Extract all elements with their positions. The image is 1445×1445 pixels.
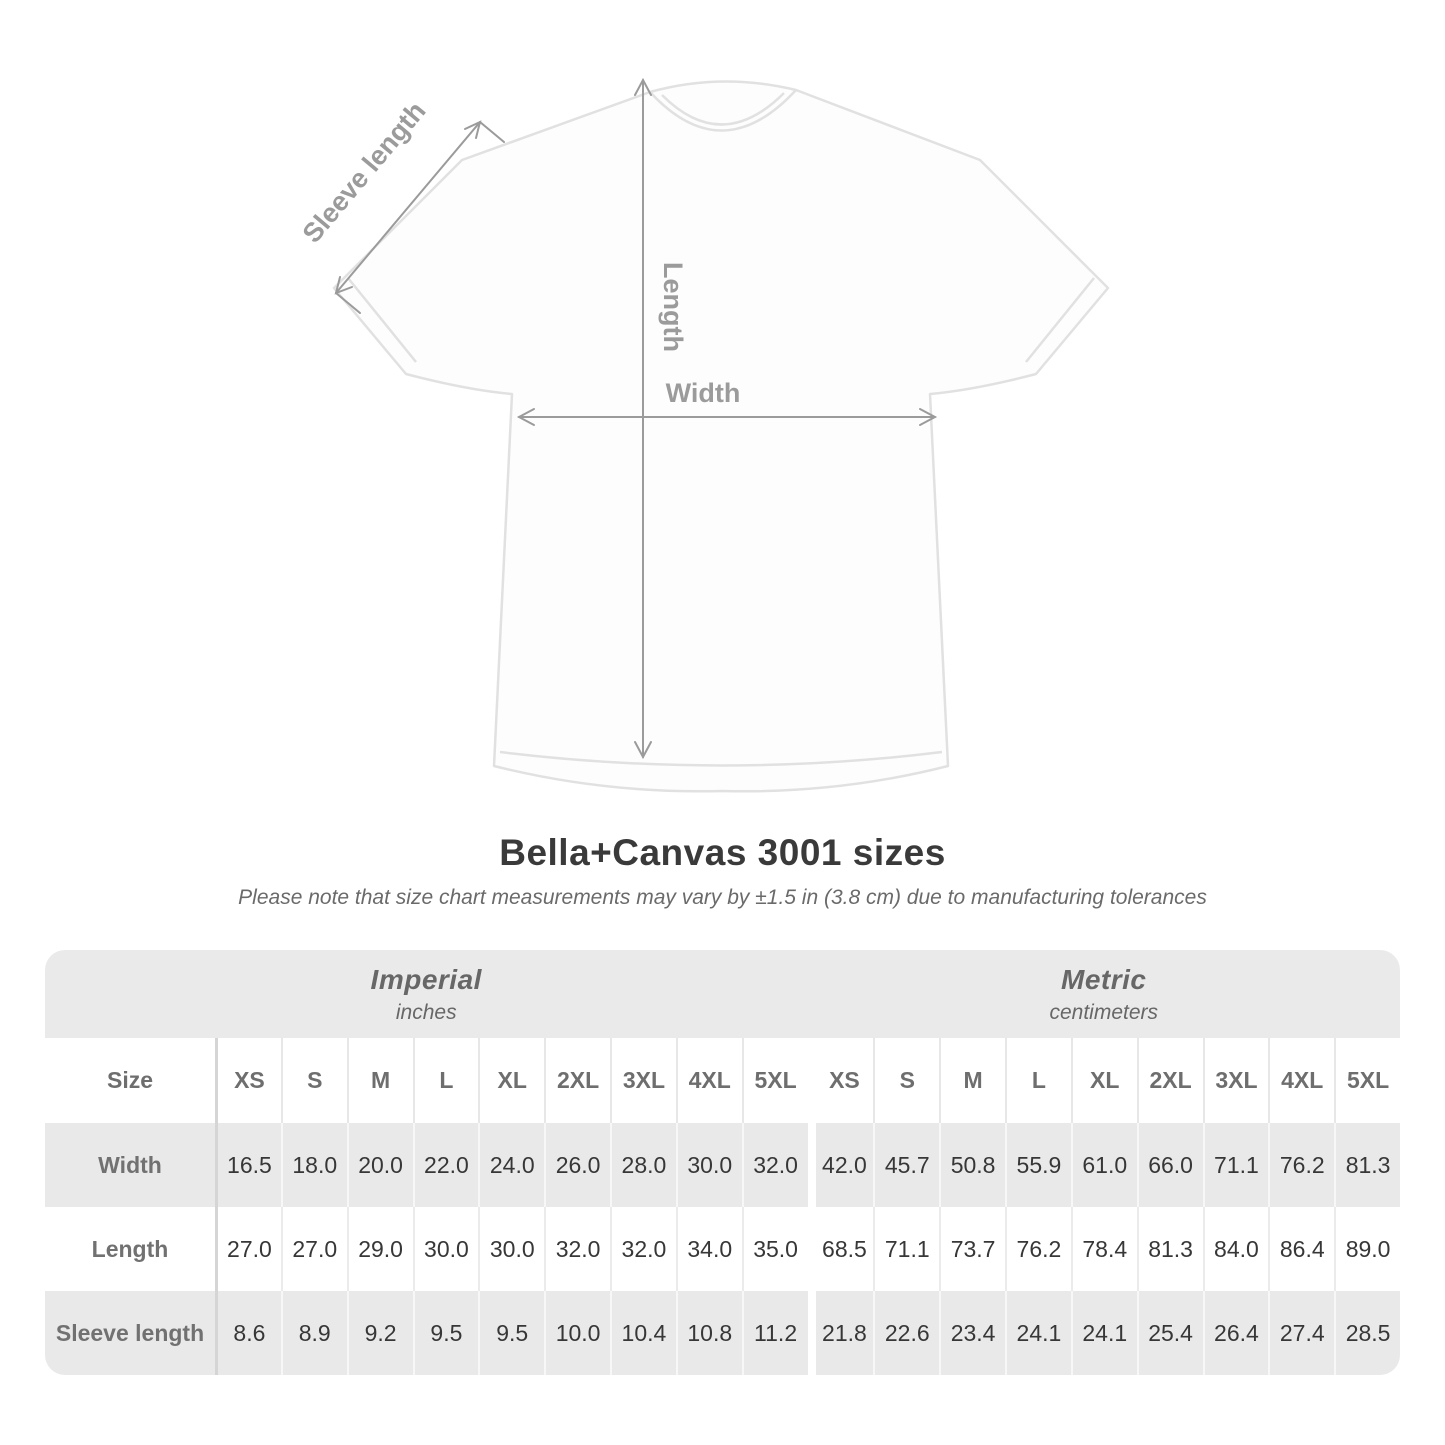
size-grid [45,1038,1400,1375]
tshirt-outline [334,81,1108,791]
value-cell: 76.2 [1005,1207,1071,1291]
value-cell: 84.0 [1203,1207,1269,1291]
value-cell: 30.0 [413,1207,479,1291]
value-cell: 89.0 [1334,1207,1400,1291]
value-cell: 86.4 [1268,1207,1334,1291]
value-cell: 20.0 [347,1123,413,1207]
value-cell: 26.4 [1203,1291,1269,1375]
value-cell: 11.2 [742,1291,808,1375]
value-cell: 16.5 [215,1123,281,1207]
value-cell: 28.0 [610,1123,676,1207]
table-row [45,1123,1400,1207]
table-row [45,1291,1400,1375]
size-header-row [45,1038,1400,1123]
size-col-header: M [939,1038,1005,1123]
table-row [45,1207,1400,1291]
value-cell: 22.0 [413,1123,479,1207]
value-cell: 9.5 [478,1291,544,1375]
value-cell: 73.7 [939,1207,1005,1291]
value-cell: 8.6 [215,1291,281,1375]
value-cell: 68.5 [808,1207,874,1291]
value-cell: 29.0 [347,1207,413,1291]
value-cell: 71.1 [1203,1123,1269,1207]
value-cell: 45.7 [873,1123,939,1207]
size-col-header: XS [215,1038,281,1123]
size-col-header: 5XL [742,1038,808,1123]
size-col-header: XL [1071,1038,1137,1123]
value-cell: 61.0 [1071,1123,1137,1207]
value-cell: 23.4 [939,1291,1005,1375]
size-col-header: 5XL [1334,1038,1400,1123]
value-cell: 50.8 [939,1123,1005,1207]
tshirt-shape [334,81,1108,791]
value-cell: 10.8 [676,1291,742,1375]
value-cell: 27.4 [1268,1291,1334,1375]
row-label: Size [106,1067,154,1093]
size-col-header: L [413,1038,479,1123]
tolerance-note: Please note that size chart measurements may vary by ±1.5 in (3.8 cm) due to manufacturing tolerances [238,886,1207,909]
value-cell: 24.1 [1071,1291,1137,1375]
value-cell: 25.4 [1137,1291,1203,1375]
size-col-header: XS [808,1038,874,1123]
metric-unit-header [808,950,1401,1038]
size-col-header: 4XL [676,1038,742,1123]
value-cell: 32.0 [742,1123,808,1207]
value-cell: 30.0 [478,1207,544,1291]
size-col-header: L [1005,1038,1071,1123]
value-cell: 32.0 [610,1207,676,1291]
value-cell: 81.3 [1137,1207,1203,1291]
value-cell: 24.0 [478,1123,544,1207]
row-label: Width [98,1151,162,1178]
value-cell: 42.0 [808,1123,874,1207]
imperial-unit-label: inches [395,1000,457,1024]
value-cell: 32.0 [544,1207,610,1291]
sleeve-witness-tick-top [480,122,504,142]
imperial-unit-header [45,950,808,1038]
size-col-header: 2XL [1137,1038,1203,1123]
value-cell: 18.0 [281,1123,347,1207]
row-label: Length [91,1235,169,1262]
value-cell: 30.0 [676,1123,742,1207]
imperial-label: Imperial [370,963,482,995]
value-cell: 9.5 [413,1291,479,1375]
value-cell: 66.0 [1137,1123,1203,1207]
value-cell: 71.1 [873,1207,939,1291]
size-chart-table [45,950,1400,1375]
value-cell: 10.4 [610,1291,676,1375]
size-col-header: 2XL [544,1038,610,1123]
value-cell: 26.0 [544,1123,610,1207]
size-col-header: 4XL [1268,1038,1334,1123]
value-cell: 28.5 [1334,1291,1400,1375]
size-col-header: 3XL [1203,1038,1269,1123]
value-cell: 35.0 [742,1207,808,1291]
value-cell: 55.9 [1005,1123,1071,1207]
size-col-header: M [347,1038,413,1123]
value-cell: 8.9 [281,1291,347,1375]
page-title: Bella+Canvas 3001 sizes [499,832,946,873]
size-col-header: S [281,1038,347,1123]
value-cell: 27.0 [215,1207,281,1291]
size-col-header: S [873,1038,939,1123]
metric-label: Metric [1061,963,1147,995]
row-label: Sleeve length [55,1319,205,1346]
size-col-header: 3XL [610,1038,676,1123]
value-cell: 78.4 [1071,1207,1137,1291]
unit-header-band [45,950,1400,1038]
value-cell: 34.0 [676,1207,742,1291]
value-cell: 27.0 [281,1207,347,1291]
width-dimension-label: Width [665,378,741,408]
metric-unit-label: centimeters [1049,1000,1159,1024]
value-cell: 9.2 [347,1291,413,1375]
value-cell: 81.3 [1334,1123,1400,1207]
value-cell: 21.8 [808,1291,874,1375]
sleeve-dimension-label: Sleeve length [296,95,432,249]
value-cell: 76.2 [1268,1123,1334,1207]
value-cell: 10.0 [544,1291,610,1375]
length-dimension-label: Length [658,262,688,352]
size-col-header: XL [478,1038,544,1123]
value-cell: 24.1 [1005,1291,1071,1375]
value-cell: 22.6 [873,1291,939,1375]
